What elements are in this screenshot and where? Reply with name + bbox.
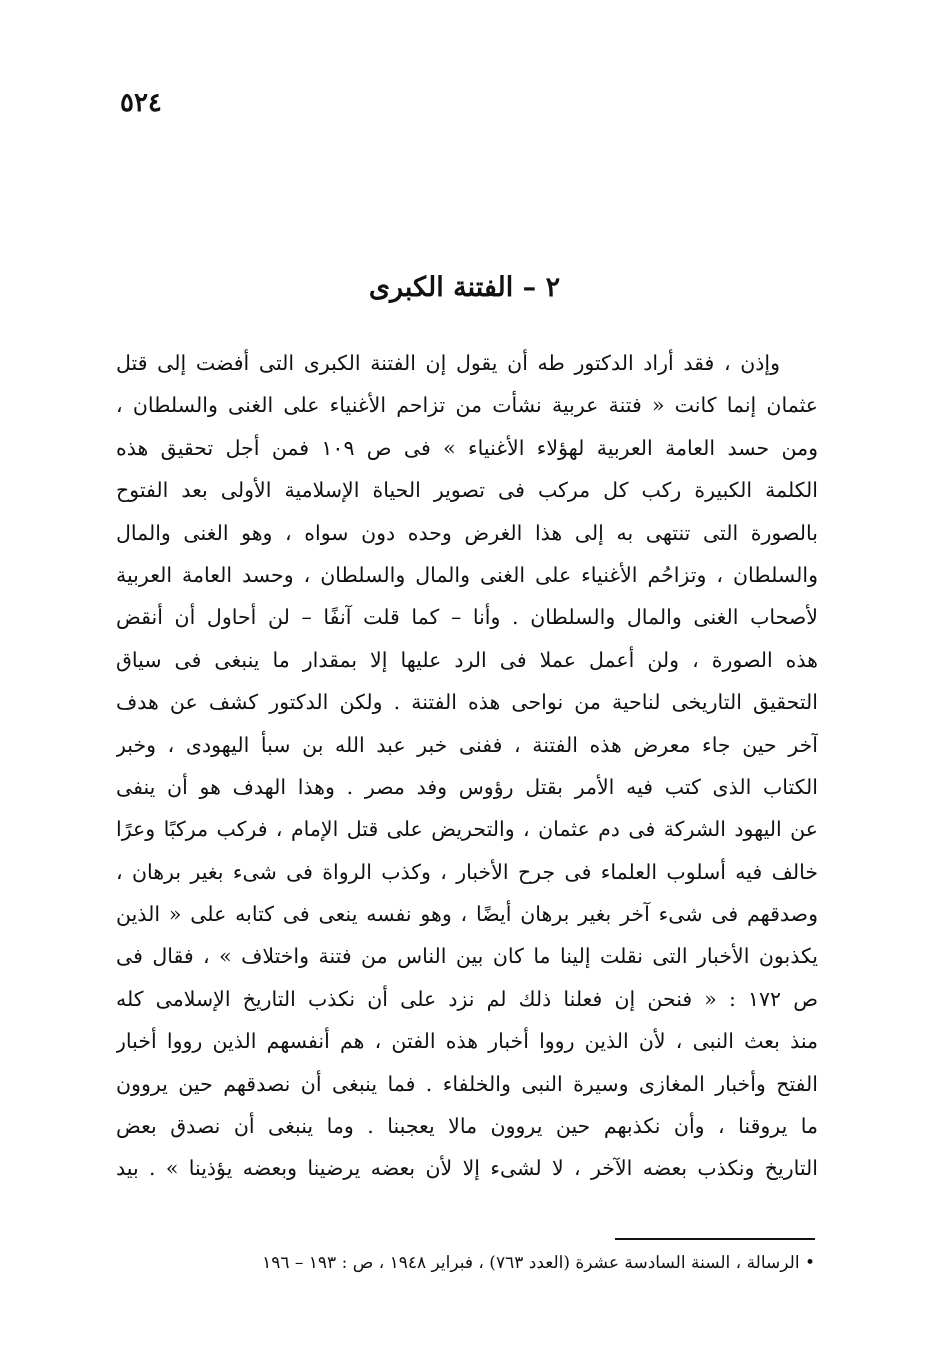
body-line: هذه الصورة ، ولن أعمل عملا فى الرد عليها إلا بمقدار ما ينبغى فى سياق	[116, 647, 818, 672]
chapter-title: ٢ – الفتنة الكبرى	[368, 272, 561, 303]
body-line: يكذبون الأخبار التى نقلت إلينا ما كان بين الناس من فتنة واختلاف » ، فقال فى	[116, 944, 818, 969]
body-line: عن اليهود الشركة فى دم عثمان ، والتحريض على قتل الإمام ، فركب مركبًا وعرًا	[116, 817, 818, 842]
body-text	[116, 342, 818, 1190]
body-line: منذ بعث النبى ، لأن الذين رووا أخبار هذه الفتن ، هم أنفسهم الذين رووا أخبار	[116, 1029, 818, 1054]
body-line: آخر حين جاء معرض هذه الفتنة ، ففنى خبر عبد الله بن سبأ اليهودى ، وخبر	[116, 732, 818, 757]
body-line: وصدقهم فى شىء آخر بغير برهان أيضًا ، وهو نفسه ينعى فى كتابه على « الذين	[116, 902, 818, 927]
body-line: الكتاب الذى كتب فيه الأمر بقتل رؤوس وفد مصر . وهذا الهدف هو أن ينفى	[116, 774, 818, 799]
body-line: عثمان إنما كانت « فتنة عربية نشأت من تزاحم الأغنياء على الغنى والسلطان ،	[116, 393, 818, 418]
body-line: التاريخ ونكذب بعضه الآخر ، لا لشىء إلا لأن بعضه يرضينا وبعضه يؤذينا » . بيد	[116, 1156, 818, 1181]
body-line: الكلمة الكبيرة ركب كل مركب فى تصوير الحياة الإسلامية الأولى بعد الفتوح	[116, 478, 818, 503]
body-line: الفتح وأخبار المغازى وسيرة النبى والخلفاء . فما ينبغى أن نصدقهم حين يروون	[116, 1071, 818, 1096]
body-line: والسلطان ، وتزاحُم الأغنياء على الغنى والمال والسلطان ، وحسد العامة العربية	[116, 562, 818, 587]
body-line: ما يروقنا ، وأن نكذبهم حين يروون مالا يعجبنا . وما ينبغى أن نصدق بعض	[116, 1114, 818, 1139]
body-line: خالف فيه أسلوب العلماء فى جرح الأخبار ، وكذب الرواة فى شىء بغير برهان ،	[116, 859, 818, 884]
body-line: ومن حسد العامة العربية لهؤلاء الأغنياء » فى ص ١٠٩ فمن أجل تحقيق هذه	[116, 435, 818, 460]
footnote: • الرسالة ، السنة السادسة عشرة (العدد ٧٦٣) ، فبراير ١٩٤٨ ، ص : ١٩٣ – ١٩٦	[262, 1253, 815, 1273]
body-line: لأصحاب الغنى والمال والسلطان . وأنا – كما قلت آنفًا – لن أحاول أن أنقض	[116, 605, 818, 630]
body-line: ص ١٧٢ : « فنحن إن فعلنا ذلك لم نزد على أن نكذب التاريخ الإسلامى كله	[116, 986, 818, 1011]
body-line: وإذن ، فقد أراد الدكتور طه أن يقول إن الفتنة الكبرى التى أفضت إلى قتل	[116, 351, 780, 375]
page-number: ٥٢٤	[120, 88, 162, 118]
body-line: بالصورة التى تنتهى به إلى هذا الغرض وحده دون سواه ، وهو الغنى والمال	[116, 520, 818, 545]
body-line: التحقيق التاريخى لناحية من نواحى هذه الفتنة . ولكن الدكتور كشف عن هدف	[116, 690, 818, 715]
footnote-divider	[615, 1238, 815, 1240]
